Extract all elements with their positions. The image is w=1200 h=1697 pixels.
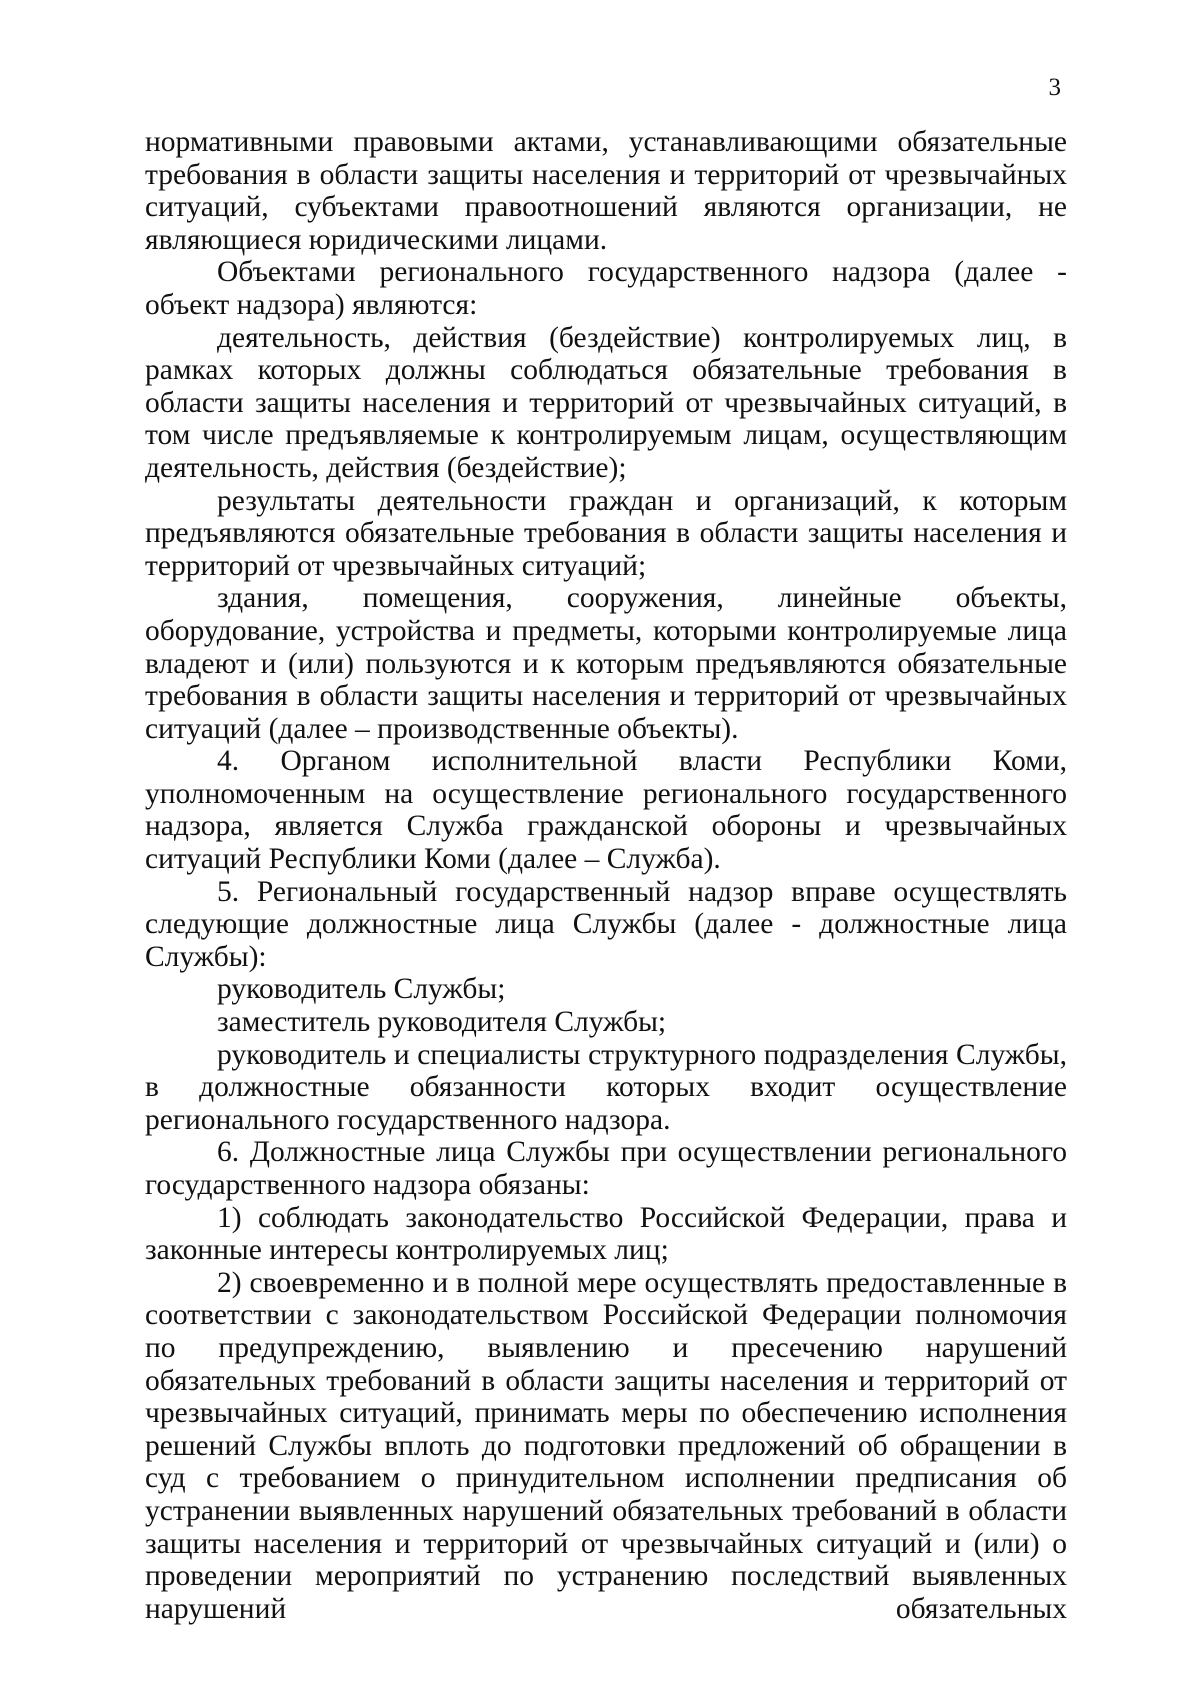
paragraph-production-objects: здания, помещения, сооружения, линейные объекты, оборудование, устройства и предметы, которыми контролируемые лица владеют и (или) пользуются и к которым предъявляются обязательные требования в области защиты населения и территорий от чрезвычайных ситуаций (далее – производственные объекты). [145,582,1067,745]
paragraph-deputy-head: заместитель руководителя Службы; [217,1006,667,1039]
paragraph-duty-1: 1) соблюдать законодательство Российской Федерации, права и законные интересы контролируемых лиц; [145,1201,1067,1267]
paragraph-service-head: руководитель Службы; [217,973,506,1006]
paragraph-supervision-objects: Объектами регионального государственного надзора (далее - объект надзора) являются: [145,256,1067,321]
document-body [145,126,1067,1625]
paragraph-item-4: 4. Органом исполнительной власти Республики Коми, уполномоченным на осуществление регионального государственного надзора, является Служба гражданской обороны и чрезвычайных ситуаций Республики Коми (далее – Служба). [145,745,1067,876]
page-number: 3 [1048,74,1061,101]
paragraph-specialists: руководитель и специалисты структурного подразделения Службы, в должностные обязанности которых входит осуществление регионального государственного надзора. [145,1038,1067,1136]
paragraph-continuation: нормативными правовыми актами, устанавливающими обязательные требования в области защиты населения и территорий от чрезвычайных ситуаций, субъектами правоотношений являются организации, не являющиеся юридическими лицами. [145,126,1067,256]
paragraph-duty-2: 2) своевременно и в полной мере осуществлять предоставленные в соответствии с законодательством Российской Федерации полномочия по предупреждению, выявлению и пресечению нарушений обязательных требований в области защиты населения и территорий от чрезвычайных ситуаций, принимать меры по обеспечению исполнения решений Службы вплоть до подготовки предложений об обращении в суд с требованием о принудительном исполнении предписания об устранении выявленных нарушений обязательных требований в области защиты населения и территорий от чрезвычайных ситуаций и (или) о проведении мероприятий по устранению последствий выявленных нарушений обязательных [145,1266,1067,1625]
paragraph-item-6: 6. Должностные лица Службы при осуществлении регионального государственного надзора обязаны: [145,1136,1067,1201]
paragraph-item-5: 5. Региональный государственный надзор вправе осуществлять следующие должностные лица Службы (далее - должностные лица Службы): [145,875,1067,973]
paragraph-activity-results: результаты деятельности граждан и организаций, к которым предъявляются обязательные требования в области защиты населения и территорий от чрезвычайных ситуаций; [145,484,1067,582]
paragraph-activity-actions: деятельность, действия (бездействие) контролируемых лиц, в рамках которых должны соблюдаться обязательные требования в области защиты населения и территорий от чрезвычайных ситуаций, в том числе предъявляемые к контролируемым лицам, осуществляющим деятельность, действия (бездействие); [145,321,1067,484]
